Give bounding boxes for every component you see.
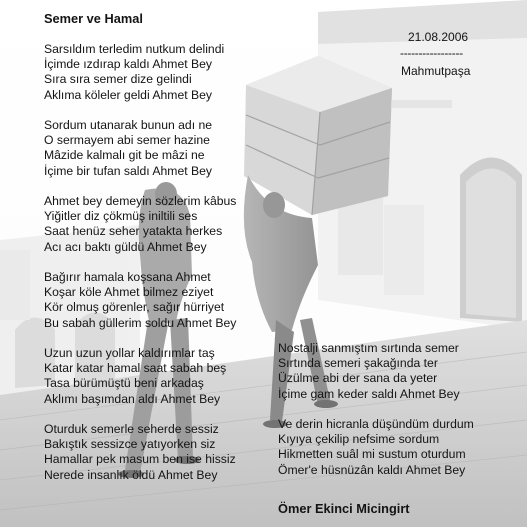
- verse-line: Nostalji sanmıştım sırtında semer: [278, 341, 459, 355]
- stanza: [44, 422, 236, 483]
- verse-line: Hamallar pek masum ben ise hissiz: [44, 452, 236, 467]
- verse-line: Bağırır hamala koşsana Ahmet: [44, 270, 211, 284]
- stanza: [44, 270, 236, 331]
- stanza: [44, 194, 236, 255]
- verse-line: Aklımı başımdan aldı Ahmet Bey: [44, 391, 221, 406]
- verse-line: Sordum utanarak bunun adı ne: [44, 118, 213, 132]
- verse-line: İçime gam keder saldı Ahmet Bey: [278, 386, 460, 401]
- stanza: [44, 118, 236, 179]
- verse-line: Saat henüz seher yatakta herkes: [44, 224, 223, 239]
- verse-line: Nerede insanlık öldü Ahmet Bey: [44, 467, 218, 482]
- verse-line: Sıra sıra semer dize gelindi: [44, 72, 192, 87]
- verse-line: Hikmetten suâl mi sustum oturdum: [278, 447, 466, 462]
- verse-line: Bakıştık sessizce yatıyorken siz: [44, 437, 216, 452]
- poem-place: Mahmutpaşa: [401, 64, 471, 78]
- poem-date: 21.08.2006: [408, 30, 469, 44]
- verse-line: Bu sabah güllerim soldu Ahmet Bey: [44, 315, 237, 330]
- verse-line: Ahmet bey demeyin sözlerim kâbus: [44, 194, 237, 208]
- poem-left-column: [44, 42, 236, 483]
- verse-line: Ve derin hicranla düşündüm durdum: [278, 417, 474, 431]
- verse-line: Sarsıldım terledim nutkum delindi: [44, 42, 225, 56]
- verse-line: Kıyıya çekilip nefsime sordum: [278, 432, 440, 447]
- verse-line: Oturduk semerle seherde sessiz: [44, 422, 219, 436]
- verse-line: Mâzide kalmalı git be mâzi ne: [44, 148, 205, 163]
- verse-line: Acı acı baktı güldü Ahmet Bey: [44, 239, 207, 254]
- verse-line: İçime bir tufan saldı Ahmet Bey: [44, 163, 212, 178]
- verse-line: Uzun uzun yollar kaldırımlar taş: [44, 346, 215, 360]
- verse-line: Sırtında semeri şakağında ter: [278, 356, 438, 371]
- verse-line: Katar katar hamal saat sabah beş: [44, 361, 227, 376]
- verse-line: Ömer'e hüsnüzân kaldı Ahmet Bey: [278, 462, 466, 477]
- poem-title: Semer ve Hamal: [44, 11, 143, 26]
- verse-line: Kör olmuş görenler, sağır hürriyet: [44, 300, 225, 315]
- stanza: [44, 42, 236, 103]
- verse-line: Koşar köle Ahmet bilmez eziyet: [44, 285, 214, 300]
- verse-line: İçimde ızdırap kaldı Ahmet Bey: [44, 57, 212, 72]
- verse-line: O sermayem abi semer hazine: [44, 133, 210, 148]
- verse-line: Üzülme abi der sana da yeter: [278, 371, 438, 386]
- poem-author: Ömer Ekinci Micingirt: [278, 501, 410, 516]
- date-separator: -----------------: [400, 46, 463, 60]
- poem-right-column: [278, 341, 474, 478]
- stanza: [278, 417, 474, 478]
- stanza: [278, 341, 474, 402]
- verse-line: Yiğitler diz çökmüş iniltili ses: [44, 209, 198, 224]
- verse-line: Tasa bürümüştü beni arkadaş: [44, 376, 204, 391]
- verse-line: Aklıma köleler geldi Ahmet Bey: [44, 87, 212, 102]
- stanza: [44, 346, 236, 407]
